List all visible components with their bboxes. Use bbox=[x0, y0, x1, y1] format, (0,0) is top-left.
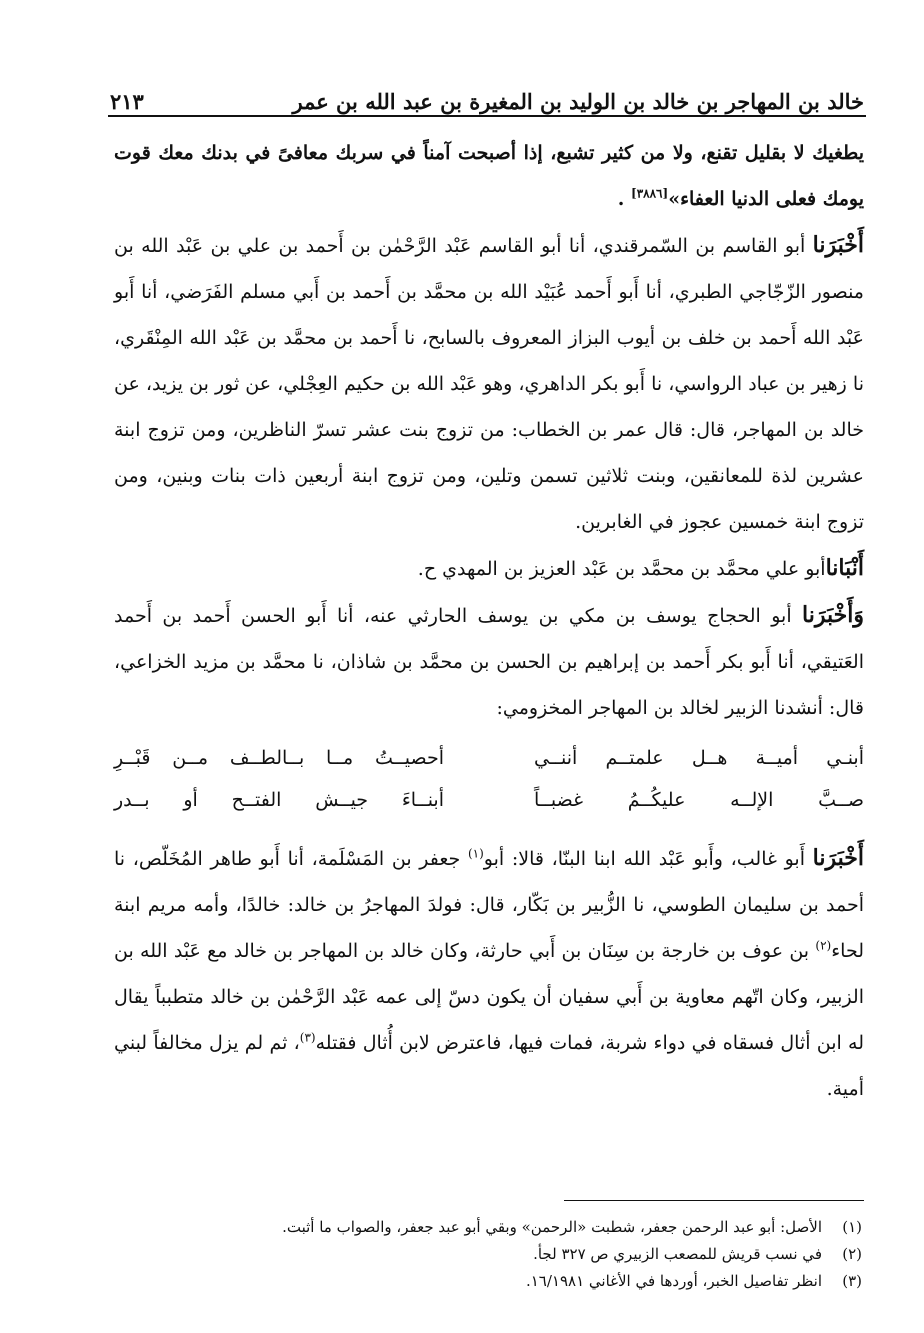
footnote-ref-1[interactable]: (١) bbox=[467, 846, 484, 861]
isnad-keyword: أَخْبَرَنا bbox=[812, 232, 864, 258]
paragraph-5-text: بن عوف بن خارجة بن سِنَان بن أَبي حارثة، وكان خالد بن المهاجر بن خالد مع عَبْد الله بن الزبير، وكان اتّهم معاوية بن أَبي سفيان أن يكون دسّ إلى عمه عَبْد الرَّحْمٰن بن خالد متطبباً يقال له ابن أثال فسقاه في دواء شربة، فمات فيها، فاعترض لابن أُثال فقتله bbox=[114, 940, 865, 1054]
paragraph-1 bbox=[114, 130, 864, 222]
paragraph-3 bbox=[114, 545, 864, 592]
footnote-text: الأصل: أبو عبد الرحمن جعفر، شطبت «الرحمن» وبقي أبو عبد جعفر، والصواب ما أثبت. bbox=[282, 1218, 822, 1236]
verse-first-hemistich: أبنـي أميــة هــل علمتــم أننــي bbox=[534, 747, 864, 769]
footnote bbox=[114, 1241, 862, 1268]
verse-second-hemistich: أبنــاءَ جيــش الفتــح أو بــدر bbox=[114, 789, 444, 811]
paragraph-1-text: يطغيك لا بقليل تقنع، ولا من كثير تشبع، إذا أصبحت آمناً في سربك معافىً في بدنك معك قوت يومك فعلى الدنيا العفاء» bbox=[114, 142, 864, 210]
footnote-number: (١) bbox=[842, 1218, 862, 1236]
paragraph-1-end: . bbox=[617, 188, 625, 210]
paragraph-5-text: أَبو غالب، وأَبو عَبْد الله ابنا البنّا، قالا: أبو bbox=[483, 848, 813, 870]
page-number: ٢١٣ bbox=[110, 89, 144, 114]
verse-first-hemistich: صــبَّ الإلــه عليكُــمُ غضبــاً bbox=[534, 789, 864, 811]
isnad-keyword: أَخْبَرَنا bbox=[812, 845, 864, 871]
isnad-keyword: وَأَخْبَرَنا bbox=[802, 602, 864, 628]
footnote-ref-3[interactable]: (٣) bbox=[299, 1030, 316, 1045]
footnote-number: (٢) bbox=[842, 1245, 862, 1263]
running-title: خالد بن المهاجر بن خالد بن الوليد بن المغيرة بن عبد الله بن عمر bbox=[292, 89, 864, 114]
footnote bbox=[114, 1268, 862, 1295]
footnote-rule bbox=[564, 1200, 864, 1201]
footnote-ref-2[interactable]: (٢) bbox=[815, 938, 832, 953]
paragraph-5-text: ، ثم لم يزل مخالفاً لبني أمية. bbox=[114, 1032, 864, 1100]
verse-second-hemistich: أحصيــتُ مــا بــالطــف مــن قَبْــرِ bbox=[114, 747, 444, 769]
paragraph-3-text: أبو علي محمَّد بن محمَّد بن عَبْد العزيز بن المهدي ح. bbox=[417, 558, 826, 580]
footnote-number: (٣) bbox=[842, 1272, 862, 1290]
running-header bbox=[110, 68, 864, 112]
footnote-text: انظر تفاصيل الخبر، أوردها في الأغاني ١٦/١٩٨١. bbox=[525, 1272, 822, 1290]
paragraph-2-text: أبو القاسم بن السّمرقندي، أنا أبو القاسم عَبْد الرَّحْمٰن بن أَحمد بن علي بن عَبْد الله بن منصور الزّجّاجي الطبري، أنا أَبو أَحمد عُبَيْد الله بن محمَّد بن أَحمد بن أَبي مسلم الفَرَضي، أنا أَبو عَبْد الله أَحمد بن خلف بن أيوب البزاز المعروف بالسابح، نا أَحمد بن محمَّد بن عَبْد الله المِنْقَري، نا زهير بن عباد الرواسي، نا أَبو بكر الداهري، وهو عَبْد الله بن حكيم العِجْلي، عن ثور بن يزيد، عن خالد بن المهاجر، قال: قال عمر بن الخطاب: من تزوج بنت عشر تسرّ الناظرين، ومن تزوج ابنة عشرين لذة للمعانقين، وبنت ثلاثين تسمن وتلين، ومن تزوج ابنة أربعين ذات بنات وبنين، ومن تزوج ابنة خمسين عجوز في الغابرين. bbox=[114, 235, 864, 533]
isnad-keyword: أَنْبَانا bbox=[825, 555, 864, 581]
paragraph-5 bbox=[114, 835, 864, 1112]
poem-verse bbox=[114, 779, 864, 821]
header-rule bbox=[108, 115, 866, 117]
paragraph-4 bbox=[114, 592, 864, 731]
footnote-text: في نسب قريش للمصعب الزبيري ص ٣٢٧ لجأ. bbox=[533, 1245, 822, 1263]
hadith-number: [٣٨٨٦] bbox=[631, 186, 669, 201]
poem bbox=[114, 737, 864, 821]
paragraph-5-text: جعفر بن المَسْلَمة، أنا أَبو طاهر المُخَلّص، نا أحمد بن سليمان الطوسي، نا الزُّبير بن بَكّار، قال: فولدَ المهاجرُ بن خالد: خالدًا، وأمه مريم ابنة لحاء bbox=[114, 848, 864, 962]
poem-verse bbox=[114, 737, 864, 779]
footnotes bbox=[114, 1214, 862, 1295]
footnote bbox=[114, 1214, 862, 1241]
paragraph-2 bbox=[114, 222, 864, 545]
main-text bbox=[114, 130, 864, 1112]
paragraph-4-text: أبو الحجاج يوسف بن مكي بن يوسف الحارثي عنه، أنا أَبو الحسن أَحمد بن أَحمد العَتيقي، أنا أَبو بكر أَحمد بن إبراهيم بن الحسن بن محمَّد بن شاذان، نا محمَّد بن مزيد الخزاعي، قال: أنشدنا الزبير لخالد بن المهاجر المخزومي: bbox=[114, 605, 864, 719]
